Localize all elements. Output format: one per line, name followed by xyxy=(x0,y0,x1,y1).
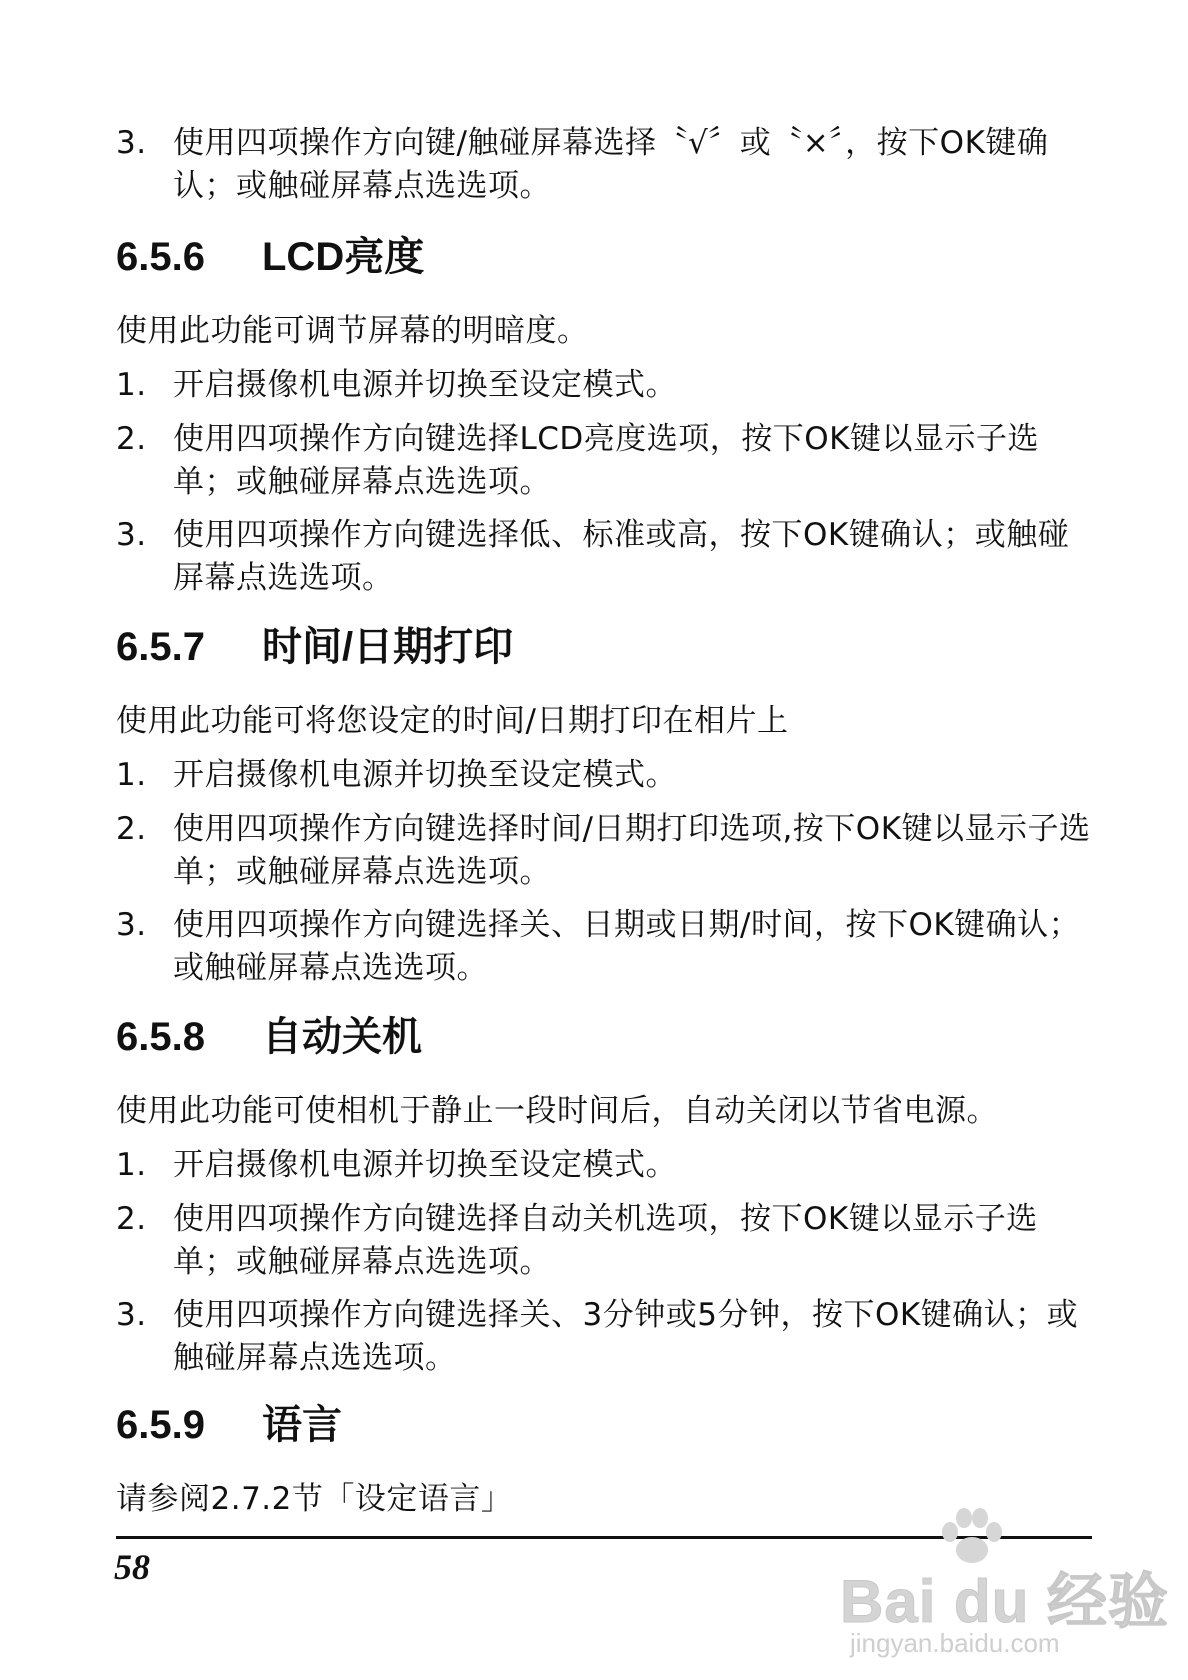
step-text: 开启摄像机电源并切换至设定模式。 xyxy=(173,757,677,793)
section-heading-6-5-7 xyxy=(116,622,1096,672)
section-title: 时间/日期打印 xyxy=(262,625,514,669)
step-number: 3. xyxy=(116,1297,147,1333)
section-number: 6.5.7 xyxy=(116,625,205,669)
step-text: 使用四项操作方向键选择LCD亮度选项，按下OK键以显示子选单；或触碰屏幕点选选项。 xyxy=(173,421,1040,500)
section-title: 语言 xyxy=(262,1403,342,1447)
step-text: 使用四项操作方向键选择低、标准或高，按下OK键确认；或触碰屏幕点选选项。 xyxy=(173,517,1070,596)
step-text: 开启摄像机电源并切换至设定模式。 xyxy=(173,367,677,403)
watermark-brand: Bai du 经验 xyxy=(840,1568,1170,1635)
section-number: 6.5.8 xyxy=(116,1015,205,1059)
step-number: 2. xyxy=(116,1201,147,1237)
section-intro: 使用此功能可使相机于静止一段时间后，自动关闭以节省电源。 xyxy=(116,1093,998,1129)
footer-divider xyxy=(116,1536,1092,1539)
section-intro: 使用此功能可将您设定的时间/日期打印在相片上 xyxy=(116,703,789,739)
watermark-url: jingyan.baidu.com xyxy=(850,1628,1060,1658)
list-item xyxy=(116,1144,1096,1187)
step-text: 使用四项操作方向键/触碰屏幕选择〝√〞或〝×〞，按下OK键确认；或触碰屏幕点选选项。 xyxy=(173,125,1049,204)
list-item xyxy=(116,1198,1096,1284)
list-item xyxy=(116,418,1096,504)
step-number: 2. xyxy=(116,421,147,457)
step-number: 3. xyxy=(116,517,147,553)
section-number: 6.5.9 xyxy=(116,1403,205,1447)
step-number: 3. xyxy=(116,907,147,943)
step-number: 2. xyxy=(116,811,147,847)
list-item xyxy=(116,364,1096,407)
list-item xyxy=(116,754,1096,797)
section-heading-6-5-8 xyxy=(116,1012,1096,1062)
section-heading-6-5-6 xyxy=(116,232,1096,282)
section-intro: 请参阅2.7.2节「设定语言」 xyxy=(116,1481,513,1517)
section-title: LCD亮度 xyxy=(262,235,425,279)
section-heading-6-5-9 xyxy=(116,1400,1096,1450)
section-title: 自动关机 xyxy=(262,1015,422,1059)
step-number: 1. xyxy=(116,757,147,793)
step-text: 使用四项操作方向键选择自动关机选项，按下OK键以显示子选单；或触碰屏幕点选选项。 xyxy=(173,1201,1038,1280)
step-text: 使用四项操作方向键选择关、3分钟或5分钟，按下OK键确认；或触碰屏幕点选选项。 xyxy=(173,1297,1079,1376)
step-text: 开启摄像机电源并切换至设定模式。 xyxy=(173,1147,677,1183)
section-intro: 使用此功能可调节屏幕的明暗度。 xyxy=(116,313,589,349)
step-number: 1. xyxy=(116,367,147,403)
step-text: 使用四项操作方向键选择时间/日期打印选项,按下OK键以显示子选单；或触碰屏幕点选选项。 xyxy=(173,811,1091,890)
step-number: 1. xyxy=(116,1147,147,1183)
list-item xyxy=(116,904,1096,990)
list-item xyxy=(116,1294,1096,1380)
list-item xyxy=(116,122,1096,208)
step-number: 3. xyxy=(116,125,147,161)
list-item xyxy=(116,808,1096,894)
page-number: 58 xyxy=(114,1547,150,1587)
list-item xyxy=(116,514,1096,600)
section-number: 6.5.6 xyxy=(116,235,205,279)
watermark xyxy=(840,1506,1170,1666)
step-text: 使用四项操作方向键选择关、日期或日期/时间，按下OK键确认；或触碰屏幕点选选项。 xyxy=(173,907,1081,986)
